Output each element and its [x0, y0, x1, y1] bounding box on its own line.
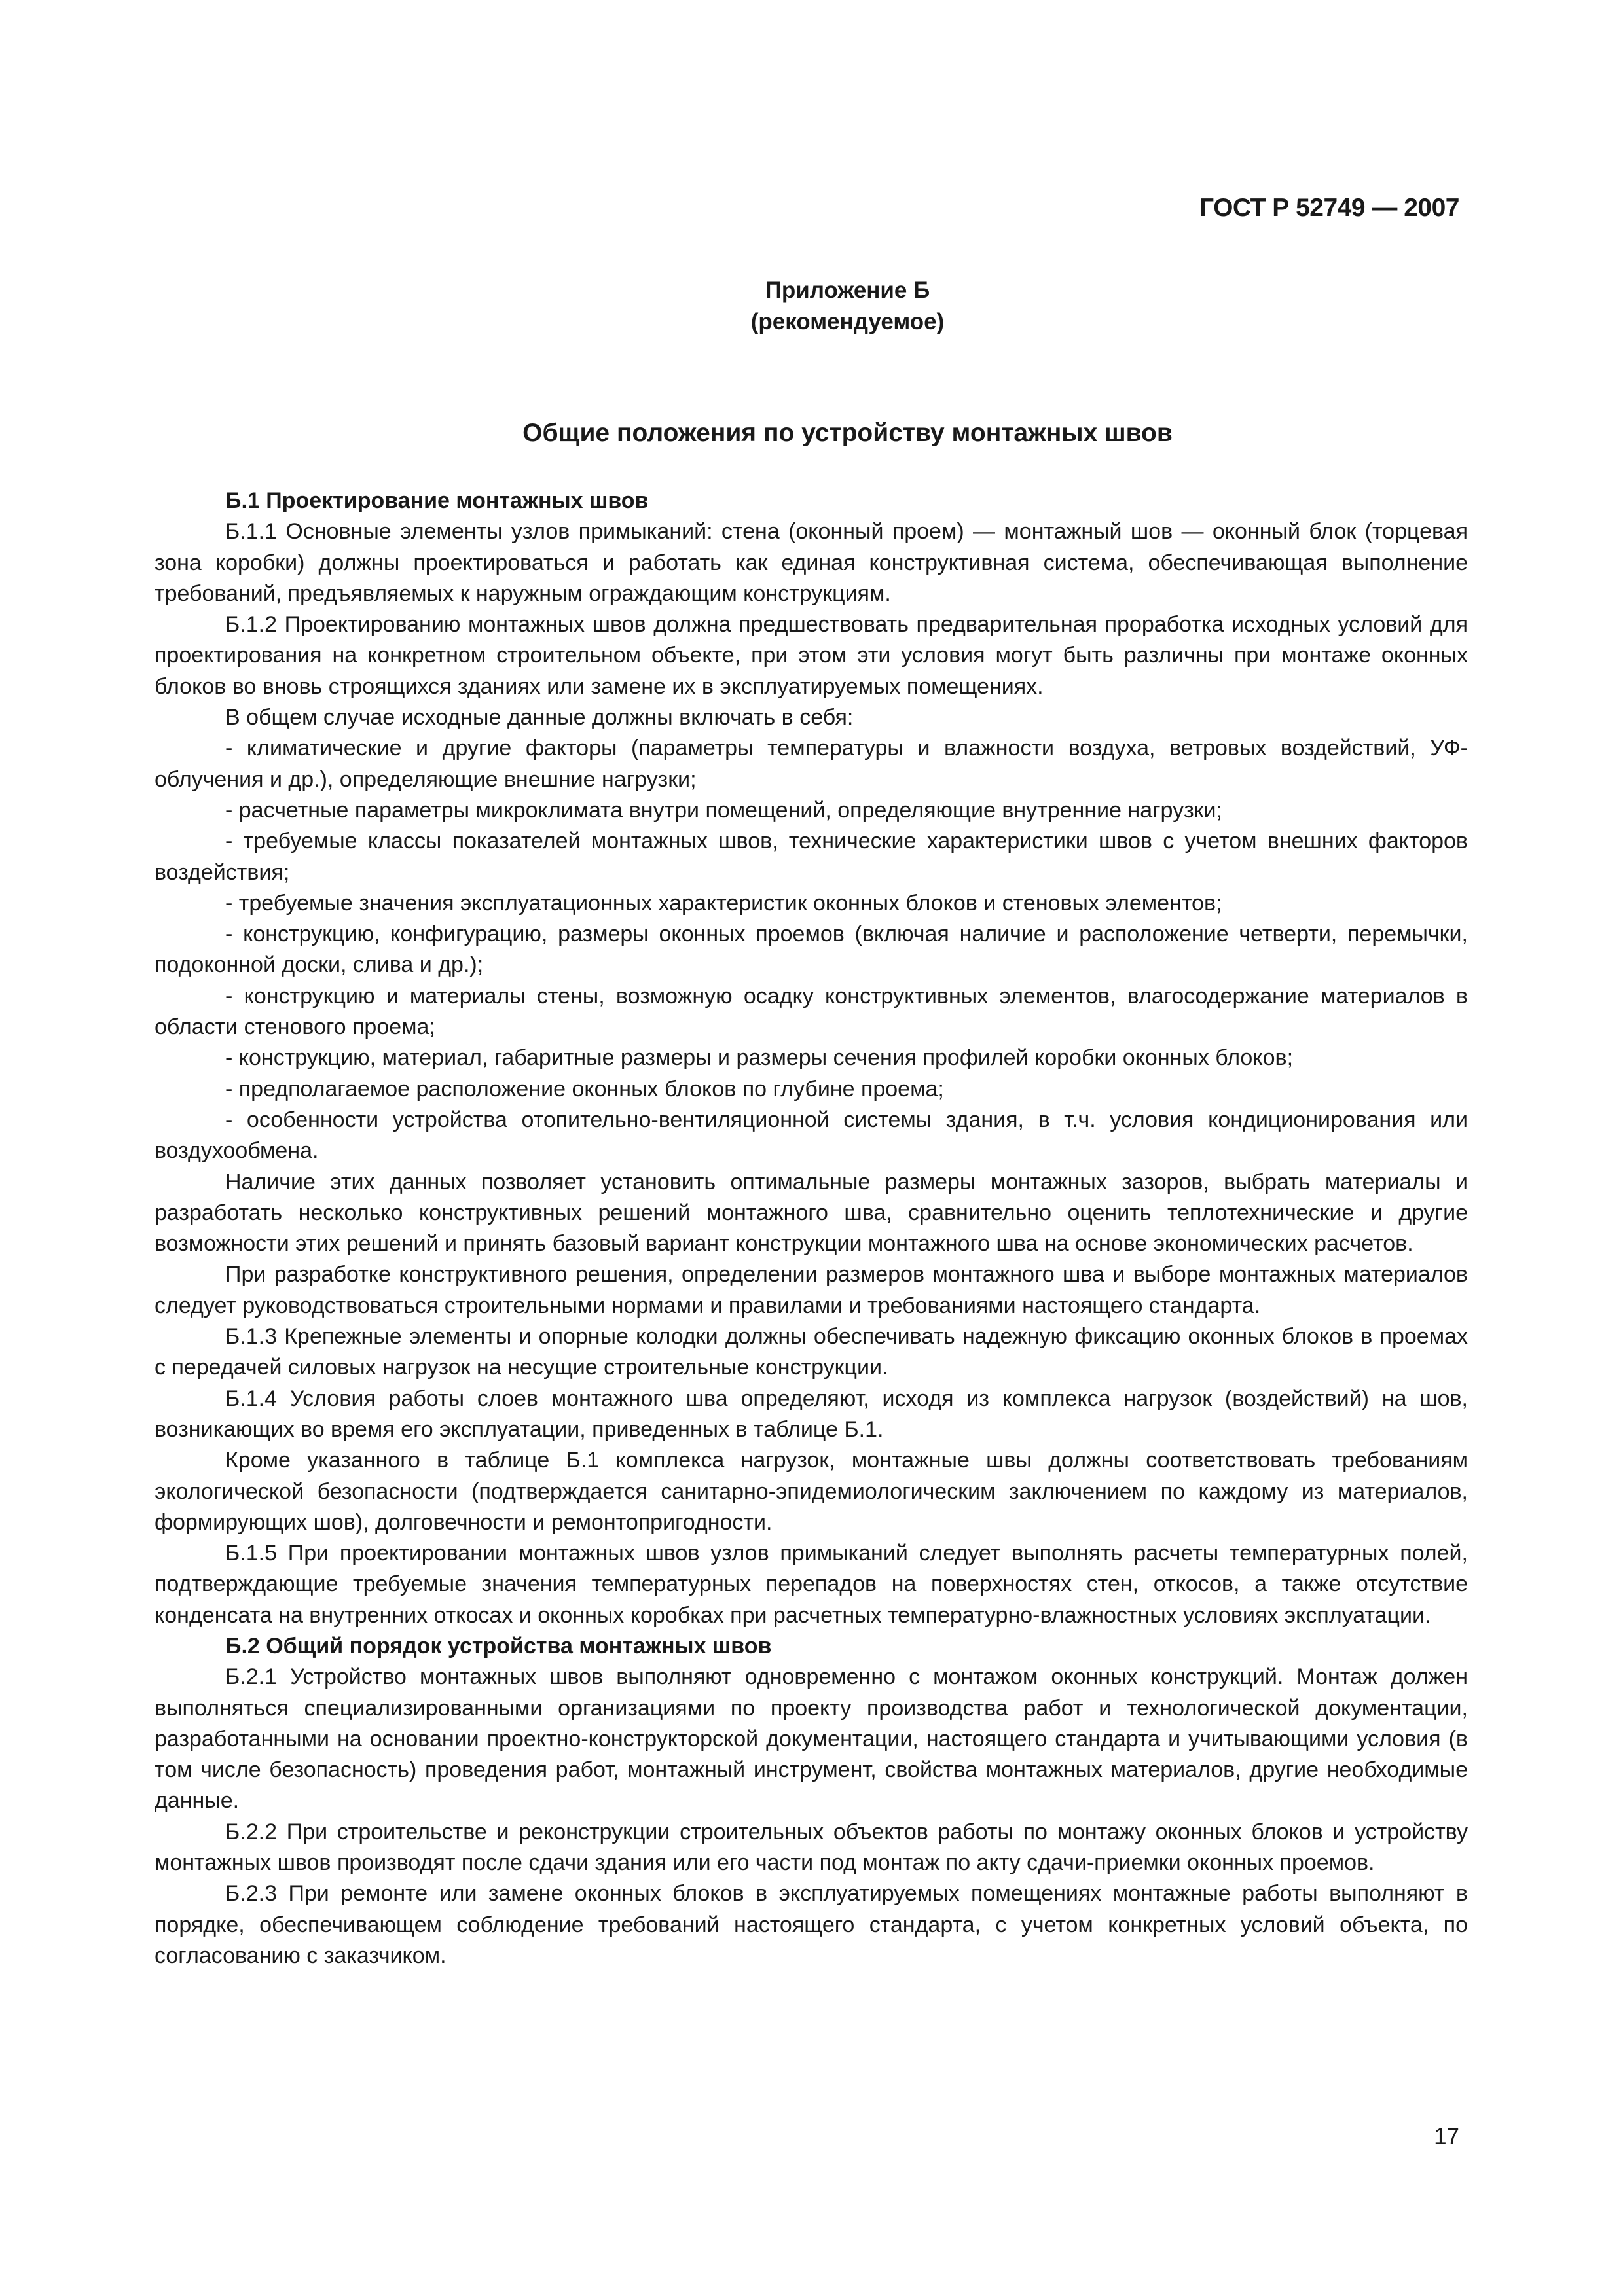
paragraph: Б.1.4 Условия работы слоев монтажного шва определяют, исходя из комплекса нагрузок (воздействий) на шов, возникающих во время его эксплуатации, приведенных в таблице Б.1. [155, 1386, 1468, 1442]
paragraph: Б.2.1 Устройство монтажных швов выполняют одновременно с монтажом оконных конструкций. Монтаж должен выполняться специализированными организациями по проекту производства работ и технологической документации, разработанными на основании проектно-конструкторской документации, настоящего стандарта и учитывающими условия (в том числе безопасность) проведения работ, монтажный инструмент, свойства монтажных материалов, другие необходимые данные. [155, 1664, 1468, 1814]
paragraph: При разработке конструктивного решения, определении размеров монтажного шва и выборе монтажных материалов следует руководствоваться строительными нормами и правилами и требованиями настоящего стандарта. [155, 1262, 1468, 1318]
annex-label: Приложение Б [765, 278, 930, 303]
paragraph: - конструкцию и материалы стены, возможную осадку конструктивных элементов, влагосодержание материалов в области стенового проема; [155, 983, 1468, 1040]
paragraph: - расчетные параметры микроклимата внутри помещений, определяющие внутренние нагрузки; [225, 797, 1222, 823]
paragraph: - требуемые значения эксплуатационных характеристик оконных блоков и стеновых элементов; [225, 890, 1222, 916]
paragraph: Б.2.2 При строительстве и реконструкции строительных объектов работы по монтажу оконных блоков и устройству монтажных швов производят после сдачи здания или его части под монтаж по акту сдачи-приемки оконных проемов. [155, 1819, 1468, 1876]
page-number: 17 [1434, 2124, 1459, 2149]
paragraph: - конструкцию, материал, габаритные размеры и размеры сечения профилей коробки оконных блоков; [225, 1045, 1294, 1071]
paragraph: - требуемые классы показателей монтажных швов, технические характеристики швов с учетом внешних факторов воздействия; [155, 829, 1468, 885]
subsection-heading: Б.1 Проектирование монтажных швов [225, 488, 649, 513]
document-code-header: ГОСТ Р 52749 — 2007 [1199, 194, 1459, 222]
subsection-heading: Б.2 Общий порядок устройства монтажных швов [225, 1633, 772, 1659]
paragraph: Б.1.1 Основные элементы узлов примыканий: стена (оконный проем) — монтажный шов — оконный блок (торцевая зона коробки) должны проектироваться и работать как единая конструктивная система, обеспечивающая выполнение требований, предъявляемых к наружным ограждающим конструкциям. [155, 519, 1468, 606]
paragraph: - особенности устройства отопительно-вентиляционной системы здания, в т.ч. условия кондиционирования или воздухообмена. [155, 1107, 1468, 1164]
paragraph: В общем случае исходные данные должны включать в себя: [225, 705, 854, 730]
paragraph: Б.1.5 При проектировании монтажных швов узлов примыканий следует выполнять расчеты температурных полей, подтверждающие требуемые значения температурных перепадов на поверхностях стен, откосов, а также отсутствие конденсата на внутренних откосах и оконных коробках при расчетных температурно-влажностных условиях эксплуатации. [155, 1541, 1468, 1628]
paragraph: Б.2.3 При ремонте или замене оконных блоков в эксплуатируемых помещениях монтажные работы выполняют в порядке, обеспечивающем соблюдение требований настоящего стандарта, с учетом конкретных условий объекта, по согласованию с заказчиком. [155, 1881, 1468, 1968]
section-title: Общие положения по устройству монтажных швов [522, 419, 1173, 447]
paragraph: - климатические и другие факторы (параметры температуры и влажности воздуха, ветровых воздействий, УФ-облучения и др.), определяющие внешние нагрузки; [155, 736, 1468, 792]
paragraph: - конструкцию, конфигурацию, размеры оконных проемов (включая наличие и расположение четверти, перемычки, подоконной доски, слива и др.); [155, 922, 1468, 978]
annex-heading [0, 275, 1623, 338]
annex-status: (рекомендуемое) [750, 309, 945, 334]
document-body [155, 486, 1468, 1971]
paragraph: Б.1.2 Проектированию монтажных швов должна предшествовать предварительная проработка исходных условий для проектирования на конкретном строительном объекте, при этом эти условия могут быть различны при монтаже оконных блоков во вновь строящихся зданиях или замене их в эксплуатируемых помещениях. [155, 612, 1468, 699]
paragraph: Б.1.3 Крепежные элементы и опорные колодки должны обеспечивать надежную фиксацию оконных блоков в проемах с передачей силовых нагрузок на несущие строительные конструкции. [155, 1324, 1468, 1380]
paragraph: - предполагаемое расположение оконных блоков по глубине проема; [225, 1076, 944, 1102]
paragraph: Кроме указанного в таблице Б.1 комплекса нагрузок, монтажные швы должны соответствовать требованиям экологической безопасности (подтверждается санитарно-эпидемиологическим заключением по каждому из материалов, формирующих шов), долговечности и ремонтопригодности. [155, 1448, 1468, 1535]
paragraph: Наличие этих данных позволяет установить оптимальные размеры монтажных зазоров, выбрать материалы и разработать несколько конструктивных решений монтажного шва, сравнительно оценить теплотехнические и другие возможности этих решений и принять базовый вариант конструкции монтажного шва на основе экономических расчетов. [155, 1169, 1468, 1257]
